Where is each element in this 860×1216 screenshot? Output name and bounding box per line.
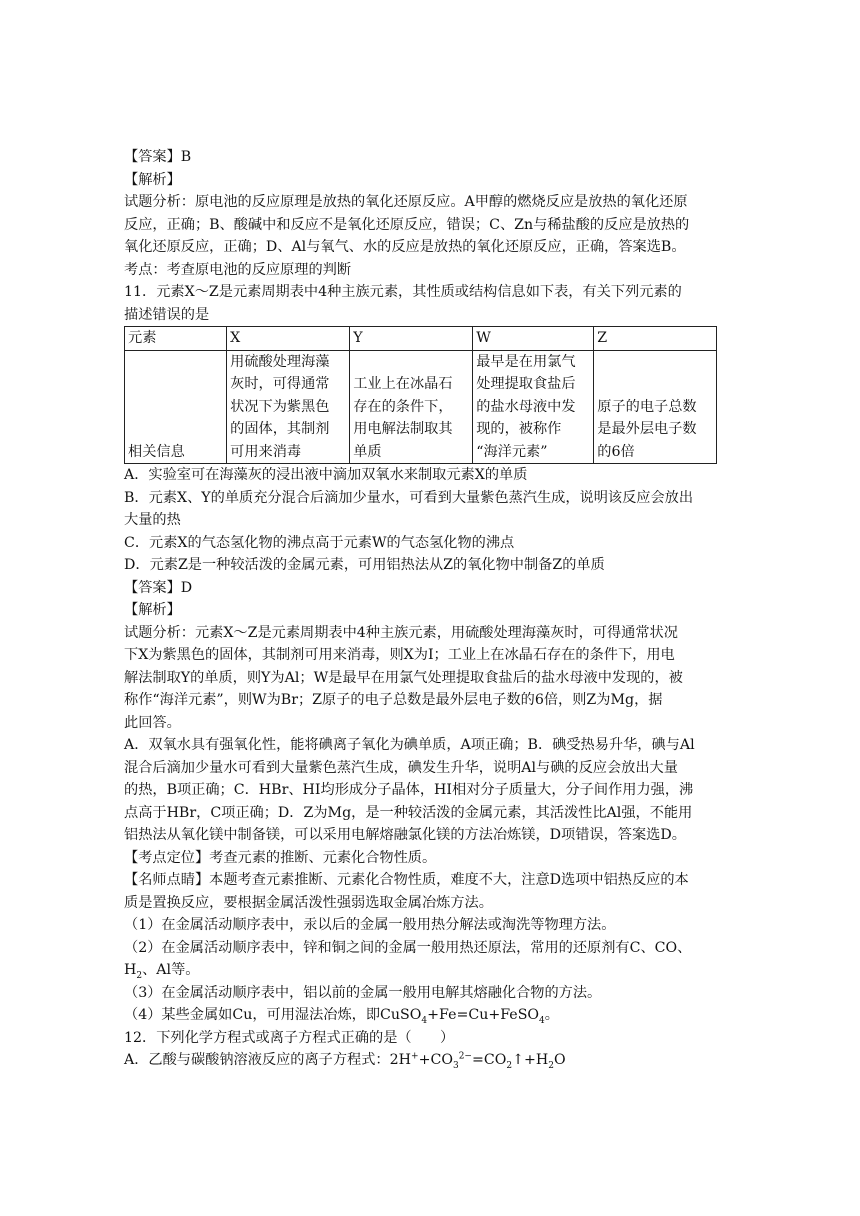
q10-analysis-line-1: 试题分析：原电池的反应原理是放热的氧化还原反应。A甲醇的燃烧反应是放热的氧化还原: [124, 194, 688, 210]
q11-analysis-line: 的热，B项正确；C．HBr、HI均形成分子晶体，HI相对分子质量大，分子间作用力强，沸: [124, 782, 694, 798]
cell-line: 最早是在用氯气: [476, 353, 576, 370]
q11-analysis-line: A．双氧水具有强氧化性，能将碘离子氧化为碘单质，A项正确；B．碘受热易升华，碘与Al: [124, 737, 695, 753]
kaodian-label: 【考点定位】: [124, 849, 210, 866]
cell-line: 工业上在冰晶石: [353, 376, 453, 392]
cell-line: 的盐水母液中发: [476, 398, 576, 415]
q12-option-a-text: A．乙酸与碳酸钠溶液反应的离子方程式：: [124, 1052, 390, 1068]
eq-part: 2H: [389, 1052, 412, 1068]
q11-option-a: A．实验室可在海藻灰的浸出液中滴加双氧水来制取元素X的单质: [124, 467, 528, 483]
table-cell-z: [594, 350, 717, 464]
q11-point-2: （2）在金属活动顺序表中，锌和铜之间的金属一般用热还原法，常用的还原剂有C、CO、: [124, 939, 692, 956]
q11-point-1: （1）在金属活动顺序表中，汞以后的金属一般用热分解法或淘洗等物理方法。: [124, 917, 616, 933]
formula-mid: +Fe=Cu+FeSO: [427, 1007, 540, 1023]
table-cell-x: [227, 350, 350, 464]
table-cell-w: [473, 350, 594, 464]
document-page: [124, 146, 724, 1072]
q11-kaodian: [124, 847, 724, 870]
q11-option-b-cont: 大量的热: [124, 512, 181, 528]
formula-sub: 4: [539, 1015, 545, 1026]
eq-sup: +: [411, 1051, 419, 1062]
q11-analysis-line: 下X为紫黑色的固体，其制剂可用来消毒，则X为I；工业上在冰晶石存在的条件下，用电: [124, 647, 675, 663]
q11-option-c: C．元素X的气态氢化物的沸点高于元素W的气态氢化物的沸点: [124, 534, 515, 551]
table-cell-y: [350, 350, 473, 464]
cell-line: 的6倍: [597, 443, 635, 460]
cell-line: 灰时，可得通常: [230, 376, 330, 392]
q10-answer: 【答案】B: [124, 149, 192, 165]
eq-part: +CO: [418, 1052, 453, 1068]
cell-line: 可用来消毒: [230, 443, 302, 460]
eq-part: O: [553, 1052, 566, 1068]
element-info-table: [124, 326, 717, 464]
cell-line: 的固体，其制剂: [230, 421, 330, 437]
cell-line: 单质: [353, 443, 382, 460]
cell-line: 原子的电子总数: [597, 398, 697, 415]
q11-option-d: D．元素Z是一种较活泼的金属元素，可用铝热法从Z的氧化物中制备Z的单质: [124, 557, 605, 573]
q10-point: 考点：考查原电池的反应原理的判断: [124, 261, 352, 278]
table-header-cell: X: [227, 327, 350, 351]
q11-analysis-label: 【解析】: [124, 602, 181, 618]
q11-analysis-line: 点高于HBr，C项正确；D．Z为Mg，是一种较活泼的金属元素，其活泼性比Al强，不能用: [124, 804, 693, 821]
mingshi-text: 本题考查元素推断、元素化合物性质，难度不大，注意D选项中铝热反应的本: [209, 872, 689, 888]
eq-part: =CO: [471, 1052, 507, 1068]
q12-option-a: [124, 1049, 724, 1072]
q11-analysis-line: 此回答。: [124, 714, 181, 731]
table-header-cell: 元素: [125, 327, 227, 351]
kaodian-text: 考查元素的推断、元素化合物性质。: [209, 849, 437, 866]
cell-line: 是最外层电子数: [597, 421, 697, 437]
q11-option-b: B．元素X、Y的单质充分混合后滴加少量水，可看到大量紫色蒸汽生成，说明该反应会放出: [124, 489, 694, 506]
cell-line: 存在的条件下，: [353, 398, 453, 415]
q11-mingshi: [124, 869, 724, 892]
q11-analysis-line: 称作“海洋元素”，则W为Br；Z原子的电子总数是最外层电子数的6倍，则Z为Mg，据: [124, 692, 663, 708]
point-2-tail: 、Al等。: [142, 962, 200, 978]
q11-analysis-line: 试题分析：元素X～Z是元素周期表中4种主族元素，用硫酸处理海藻灰时，可得通常状况: [124, 624, 678, 641]
q11-point-4: [124, 1004, 724, 1027]
table-header-row: [125, 327, 717, 351]
eq-sub: 2: [506, 1060, 513, 1071]
cell-line: 处理提取食盐后: [476, 376, 576, 392]
q11-answer: 【答案】D: [124, 579, 193, 596]
cell-line: “海洋元素”: [476, 443, 548, 460]
eq-sub: 3: [452, 1060, 459, 1071]
table-row: [125, 350, 717, 464]
table-header-cell: Y: [350, 327, 473, 351]
q11-analysis-line: 混合后滴加少量水可看到大量紫色蒸汽生成，碘发生升华，说明Al与碘的反应会放出大量: [124, 759, 678, 776]
eq-sup: 2−: [458, 1051, 472, 1062]
cell-line: 现的，被称作: [476, 421, 562, 437]
q11-analysis-line: 解法制取Y的单质，则Y为Al；W是最早在用氯气处理提取食盐后的盐水母液中发现的，被: [124, 669, 683, 686]
table-row-label: 相关信息: [125, 350, 227, 464]
q12-stem: 12．下列化学方程式或离子方程式正确的是（ ）: [124, 1029, 455, 1046]
cell-line: 用电解法制取其: [353, 421, 453, 437]
q11-point-2-cont: $H_2$、Al等。: [124, 962, 200, 981]
q10-analysis-line-3: 氧化还原反应，正确；D、Al与氧气、水的反应是放热的氧化还原反应，正确，答案选B。: [124, 239, 686, 255]
q11-mingshi-cont: 质是置换反应，要根据金属活泼性强弱选取金属冶炼方法。: [124, 894, 493, 911]
cell-line: 状况下为紫黑色: [230, 398, 330, 415]
cell-line: 用硫酸处理海藻: [230, 353, 330, 370]
q10-analysis-line-2: 反应，正确；B、酸碱中和反应不是氧化还原反应，错误；C、Zn与稀盐酸的反应是放热的: [124, 216, 690, 233]
point-4-text: （4）某些金属如Cu，可用湿法冶炼，即: [124, 1007, 381, 1023]
eq-sub: 2: [548, 1060, 554, 1071]
q11-stem-line-1: 11．元素X～Z是元素周期表中4种主族元素，其性质或结构信息如下表，有关下列元素的: [124, 284, 682, 300]
formula-sub: 4: [421, 1015, 428, 1026]
q11-stem-line-2: 描述错误的是: [124, 306, 210, 323]
table-header-cell: W: [473, 327, 594, 351]
q11-point-3: （3）在金属活动顺序表中，铝以前的金属一般用电解其熔融化合物的方法。: [124, 984, 602, 1001]
equation: [389, 1051, 566, 1071]
formula-end: 。: [544, 1007, 559, 1023]
eq-part: ↑+H: [512, 1052, 549, 1068]
q10-analysis-label: 【解析】: [124, 171, 181, 188]
table-header-cell: Z: [594, 327, 717, 351]
q11-analysis-line: 铝热法从氧化镁中制备镁，可以采用电解熔融氯化镁的方法冶炼镁，D项错误，答案选D。: [124, 827, 686, 843]
formula-cuso4: CuSO: [380, 1007, 422, 1023]
mingshi-label: 【名师点睛】: [124, 872, 210, 888]
